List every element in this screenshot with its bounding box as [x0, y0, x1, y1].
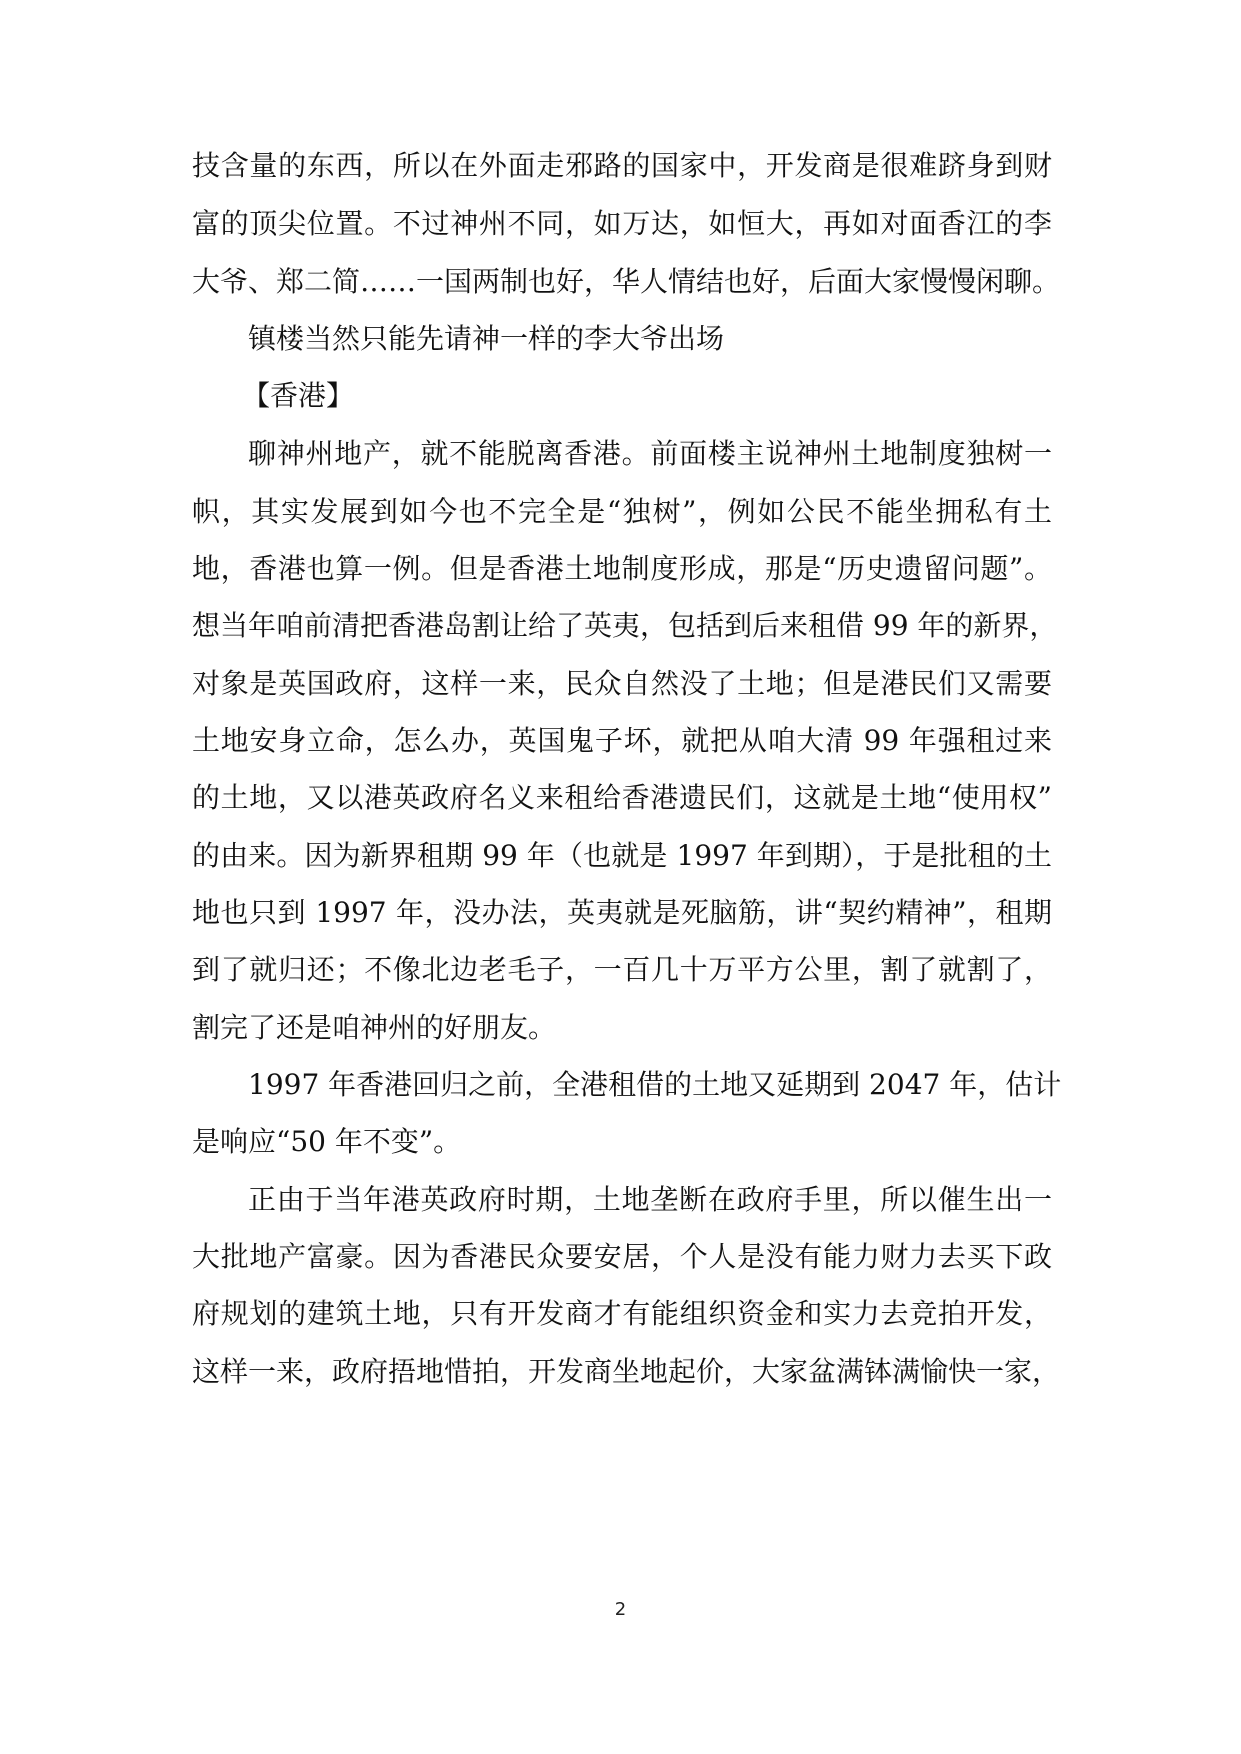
text-line: 地，香港也算一例。但是香港土地制度形成，那是“历史遗留问题”。: [192, 552, 1052, 585]
text-line: 土地安身立命，怎么办，英国鬼子坏，就把从咱大清 99 年强租过来: [192, 724, 1052, 757]
text-line: 地也只到 1997 年，没办法，英夷就是死脑筋，讲“契约精神”，租期: [192, 896, 1052, 929]
text-line: 想当年咱前清把香港岛割让给了英夷，包括到后来租借 99 年的新界，: [192, 609, 1058, 642]
paragraph-line: 聊神州地产，就不能脱离香港。前面楼主说神州土地制度独树一: [248, 437, 1052, 470]
text-line: 府规划的建筑土地，只有开发商才有能组织资金和实力去竞拍开发，: [192, 1297, 1052, 1330]
text-line: 的土地，又以港英政府名义来租给香港遗民们，这就是土地“使用权”: [192, 781, 1052, 814]
text-line: 富的顶尖位置。不过神州不同，如万达，如恒大，再如对面香江的李: [192, 207, 1052, 240]
paragraph-line: 正由于当年港英政府时期，土地垄断在政府手里，所以催生出一: [248, 1183, 1052, 1216]
text-line: 到了就归还；不像北边老毛子，一百几十万平方公里，割了就割了，: [192, 953, 1052, 986]
text-line: 帜，其实发展到如今也不完全是“独树”，例如公民不能坐拥私有土: [192, 495, 1052, 528]
text-line: 是响应“50 年不变”。: [192, 1125, 462, 1158]
text-line: 对象是英国政府，这样一来，民众自然没了土地；但是港民们又需要: [192, 667, 1052, 700]
text-line: 这样一来，政府捂地惜拍，开发商坐地起价，大家盆满钵满愉快一家，: [192, 1355, 1061, 1388]
text-line: 大批地产富豪。因为香港民众要安居，个人是没有能力财力去买下政: [192, 1240, 1052, 1273]
page-number: 2: [614, 1599, 627, 1620]
paragraph-line: 镇楼当然只能先请神一样的李大爷出场: [248, 322, 725, 355]
text-line: 割完了还是咱神州的好朋友。: [192, 1011, 557, 1044]
section-heading: 【香港】: [242, 379, 355, 412]
paragraph-line: 1997 年香港回归之前，全港租借的土地又延期到 2047 年，估计: [248, 1068, 1062, 1101]
text-line: 大爷、郑二简……一国两制也好，华人情结也好，后面大家慢慢闲聊。: [192, 265, 1061, 298]
text-line: 的由来。因为新界租期 99 年（也就是 1997 年到期），于是批租的土: [192, 839, 1052, 872]
text-line: 技含量的东西，所以在外面走邪路的国家中，开发商是很难跻身到财: [192, 149, 1052, 182]
